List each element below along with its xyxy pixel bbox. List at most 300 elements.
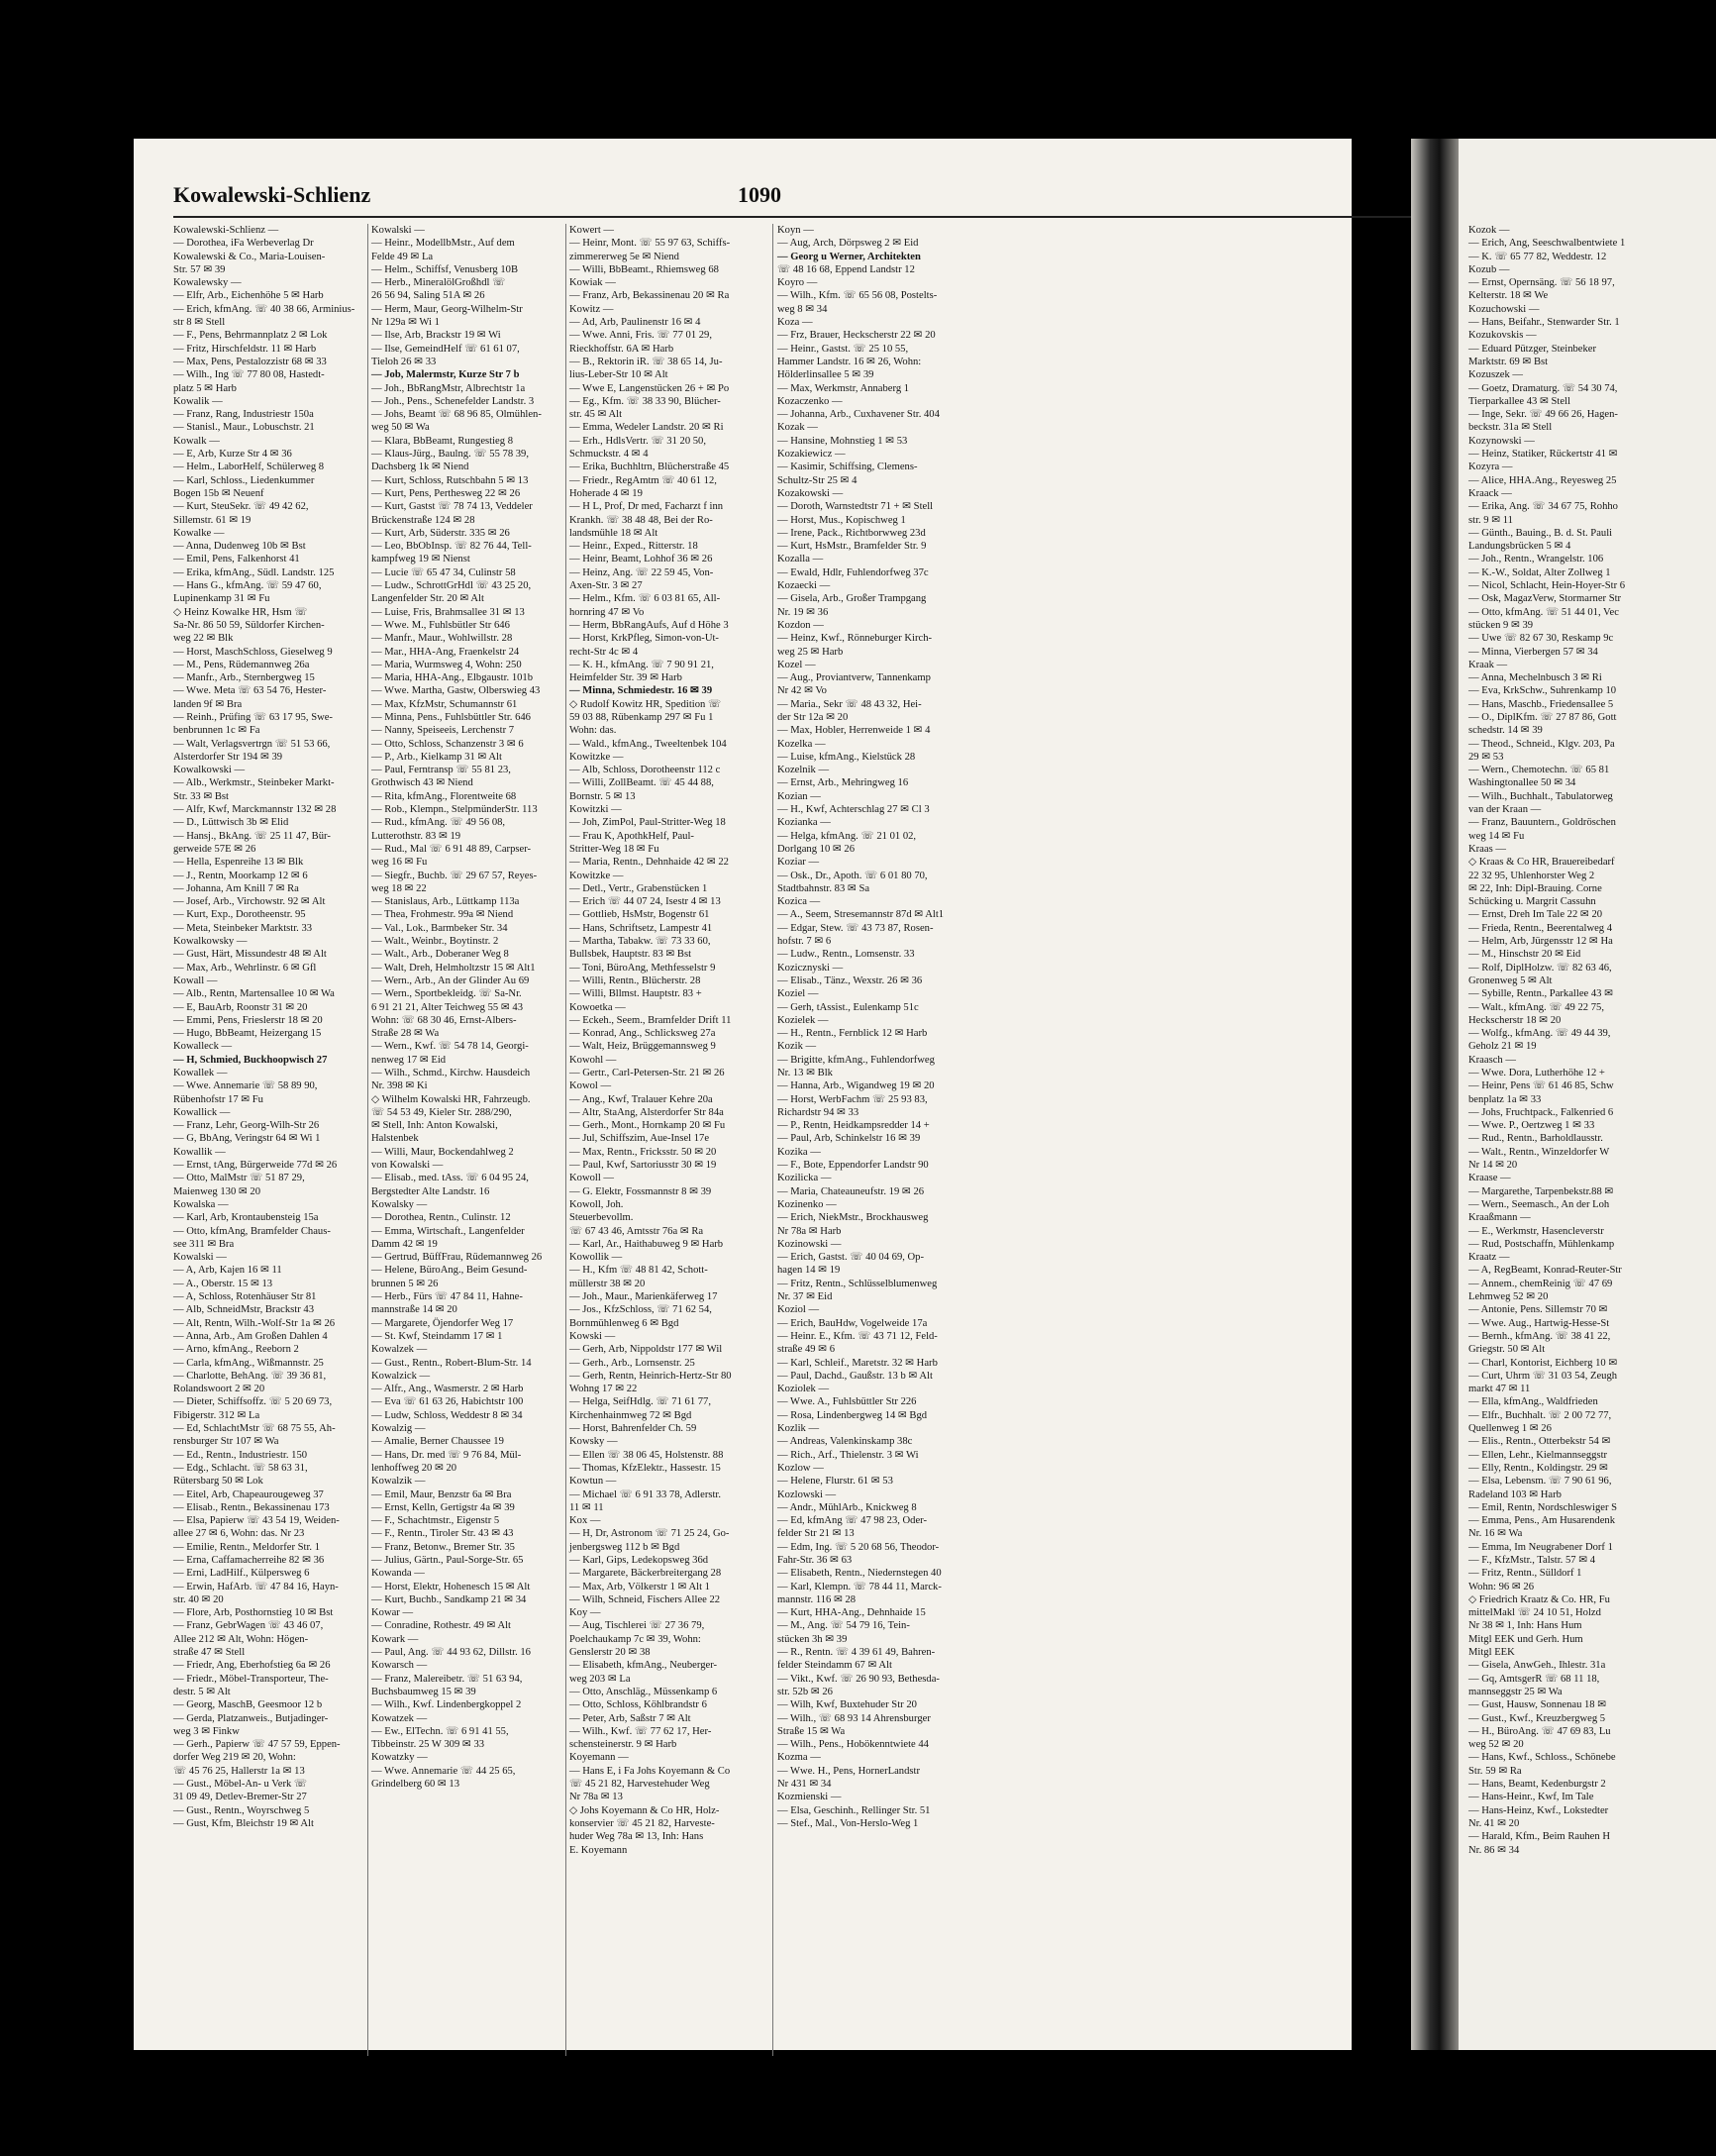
directory-entry-line: — Hansine, Mohnstieg 1 ✉ 53 (777, 435, 908, 447)
directory-entry-line: — Carla, kfmAng., Wißmannstr. 25 (173, 1357, 324, 1369)
directory-entry-line: — Elly, Rentn., Koldingstr. 29 ✉ (1468, 1462, 1608, 1474)
directory-entry-line: — Ed, SchlachtMstr ☏ 68 75 55, Ah- (173, 1423, 336, 1435)
directory-entry-line: — Erika, Ang. ☏ 34 67 75, Rohho (1468, 501, 1618, 513)
directory-entry-line: — Friedr., Möbel-Transporteur, The- (173, 1673, 329, 1685)
directory-entry-line: — Hans-Heinr., Kwf, Im Tale (1468, 1792, 1594, 1803)
directory-entry-line: — Johanna, Am Knill 7 ✉ Ra (173, 882, 299, 894)
directory-entry-line: — K.-W., Soldat, Alter Zollweg 1 (1468, 566, 1611, 578)
directory-entry-line: — Dieter, Schiffsoffz. ☏ 5 20 69 73, (173, 1396, 333, 1408)
directory-entry-line: — Hanna, Arb., Wigandweg 19 ✉ 20 (777, 1080, 935, 1092)
directory-entry-line: — Theod., Schneid., Klgv. 203, Pa (1468, 738, 1615, 750)
directory-entry-line: — Amalie, Berner Chaussee 19 (371, 1436, 504, 1448)
directory-entry-line: felder Str 21 ✉ 13 (777, 1528, 855, 1540)
directory-entry-line: — Georg u Werner, Architekten (777, 251, 921, 262)
directory-entry-line: Nr 42 ✉ Vo (777, 685, 827, 697)
directory-entry-line: brunnen 5 ✉ 26 (371, 1278, 439, 1289)
directory-entry-line: — Nanny, Speiseeis, Lerchenstr 7 (371, 725, 515, 737)
directory-entry-line: — Emmi, Pens, Frieslerstr 18 ✉ 20 (173, 1014, 323, 1026)
directory-entry-line: — Wilh., Kfm. ☏ 65 56 08, Postelts- (777, 290, 938, 302)
directory-entry-line: — Walt., Rentn., Winzeldorfer W (1468, 1146, 1610, 1158)
directory-entry-line: — Heinz, Ang. ☏ 22 59 45, Von- (569, 566, 714, 578)
directory-entry-line: Tibbeinstr. 25 W 309 ✉ 33 (371, 1739, 485, 1751)
directory-entry-line: — Inge, Sekr. ☏ 49 66 26, Hagen- (1468, 409, 1618, 421)
directory-entry-line: dorfer Weg 219 ✉ 20, Wohn: (173, 1752, 296, 1764)
column-4 (777, 224, 969, 2056)
directory-entry-line: — Karl, Schloss., Liedenkummer (173, 474, 315, 486)
directory-entry-line: weg 22 ✉ Blk (173, 633, 234, 645)
directory-entry-line: Kozelka — (777, 738, 826, 750)
directory-entry-line: — Elis., Rentn., Otterbekstr 54 ✉ (1468, 1436, 1611, 1448)
directory-entry-line: — Julius, Gärtn., Paul-Sorge-Str. 65 (371, 1554, 524, 1566)
directory-entry-line: — Aug, Tischlerei ☏ 27 36 79, (569, 1620, 705, 1632)
page-number: 1090 (738, 182, 781, 207)
directory-entry-line: Lehmweg 52 ✉ 20 (1468, 1291, 1549, 1303)
directory-entry-line: — Erich, BauHdw, Vogelweide 17a (777, 1317, 928, 1329)
directory-entry-line: — Franz, Betonw., Bremer Str. 35 (371, 1541, 515, 1553)
directory-entry-line: lius-Leber-Str 10 ✉ Alt (569, 369, 668, 381)
directory-entry-line: ☏ 48 16 68, Eppend Landstr 12 (777, 263, 915, 275)
directory-entry-line: — Anna, Dudenweg 10b ✉ Bst (173, 541, 306, 553)
directory-entry-line: Kozyra — (1468, 462, 1513, 473)
directory-entry-line: — Kurt, SteuSekr. ☏ 49 42 62, (173, 501, 309, 513)
directory-entry-line: — Fritz, Hirschfeldstr. 11 ✉ Harb (173, 343, 317, 355)
directory-entry-line: — Erich, NiekMstr., Brockhausweg (777, 1212, 929, 1224)
directory-entry-line: — Max, Arb, Völkerstr 1 ✉ Alt 1 (569, 1581, 710, 1592)
directory-entry-line: — Emma, Pens., Am Husarendenk (1468, 1515, 1615, 1527)
directory-entry-line: — Rud., Mal ☏ 6 91 48 89, Carpser- (371, 843, 532, 855)
directory-entry-line: — H., Kfm ☏ 48 81 42, Schott- (569, 1265, 708, 1277)
directory-entry-line: — Wwe. Dora, Lutherhöhe 12 + (1468, 1068, 1605, 1078)
directory-entry-line: — A, Arb, Kajen 16 ✉ 11 (173, 1265, 282, 1277)
directory-entry-line: — F., KfzMstr., Talstr. 57 ✉ 4 (1468, 1554, 1596, 1566)
directory-entry-line: Koza — (777, 317, 813, 329)
directory-entry-line: — Frz, Brauer, Heckscherstr 22 ✉ 20 (777, 330, 936, 342)
directory-entry-line: — Wwe. P., Oertzweg 1 ✉ 33 (1468, 1120, 1595, 1132)
directory-entry-line: landsmühle 18 ✉ Alt (569, 527, 658, 539)
directory-entry-line: Kozlow — (777, 1462, 824, 1474)
directory-entry-line: ✉ Stell, Inh: Anton Kowalski, (371, 1120, 498, 1132)
directory-entry-line: — Gisela, Arb., Großer Trampgang (777, 593, 927, 605)
directory-entry-line: Nr 78a ✉ Harb (777, 1225, 842, 1237)
directory-entry-line: Kozel — (777, 659, 816, 670)
directory-entry-line: — Helm., LaborHelf, Schülerweg 8 (173, 462, 325, 473)
directory-entry-line: weg 52 ✉ 20 (1468, 1739, 1524, 1751)
directory-entry-line: Alsterdorfer Str 194 ✉ 39 (173, 751, 283, 763)
directory-entry-line: — Josef, Arb., Virchowstr. 92 ✉ Alt (173, 896, 326, 908)
directory-entry-line: — Joh., Maur., Marienkäferweg 17 (569, 1291, 718, 1303)
directory-entry-line: Kozica — (777, 896, 821, 908)
directory-entry-line: — Emilie, Rentn., Meldorfer Str. 1 (173, 1541, 320, 1553)
directory-entry-line: Rütersbarg 50 ✉ Lok (173, 1476, 263, 1488)
directory-entry-line: — Anna, Mechelnbusch 3 ✉ Ri (1468, 672, 1602, 684)
directory-entry-line: — Wald., kfmAng., Tweeltenbek 104 (569, 738, 727, 750)
directory-entry-line: — Andr., MühlArb., Knickweg 8 (777, 1501, 917, 1513)
directory-entry-line: Wohn: ☏ 68 30 46, Ernst-Albers- (371, 1014, 517, 1026)
directory-entry-line: — E., Werkmstr, Hasencleverstr (1468, 1225, 1604, 1237)
directory-entry-line: Kowalski — (371, 225, 425, 236)
directory-entry-line: Nr 14 ✉ 20 (1468, 1160, 1518, 1172)
directory-entry-line: — Peter, Arb, Saßstr 7 ✉ Alt (569, 1712, 691, 1724)
directory-entry-line: — Antonie, Pens. Sillemstr 70 ✉ (1468, 1304, 1608, 1316)
directory-entry-line: ☏ 67 43 46, Amtsstr 76a ✉ Ra (569, 1225, 704, 1237)
directory-entry-line: — Wilh., Kwf. Lindenbergkoppel 2 (371, 1699, 522, 1711)
directory-entry-line: — Erika, Buchhltrn, Blücherstraße 45 (569, 462, 730, 473)
directory-entry-line: Kowoll, Joh. (569, 1198, 624, 1210)
directory-entry-line: Rübenhofstr 17 ✉ Fu (173, 1093, 263, 1105)
directory-entry-line: — Kurt, HHA-Ang., Dehnhaide 15 (777, 1607, 926, 1619)
header-rule (173, 216, 1411, 218)
directory-entry-line: Kelterstr. 18 ✉ We (1468, 290, 1549, 302)
directory-entry-line: — Wern., Chemotechn. ☏ 65 81 (1468, 765, 1610, 776)
directory-entry-line: — Margarete, Öjendorfer Weg 17 (371, 1317, 514, 1329)
directory-entry-line: — Hugo, BbBeamt, Heizergang 15 (173, 1028, 322, 1040)
directory-entry-line: — A., Seem, Stresemannstr 87d ✉ Alt1 (777, 909, 945, 921)
directory-entry-line: straße 49 ✉ 6 (777, 1344, 836, 1356)
directory-entry-line: hofstr. 7 ✉ 6 (777, 936, 832, 948)
directory-entry-line: Hoherade 4 ✉ 19 (569, 487, 643, 499)
directory-entry-line: — Minna, Vierbergen 57 ✉ 34 (1468, 646, 1598, 658)
directory-entry-line: Kraasch — (1468, 1054, 1516, 1066)
directory-entry-line: — Max, Hobler, Herrenweide 1 ✉ 4 (777, 725, 931, 737)
directory-entry-line: Kozukovskis — (1468, 330, 1537, 342)
directory-entry-line: weg 50 ✉ Wa (371, 422, 430, 434)
directory-entry-line: Kowalk — (173, 435, 220, 447)
directory-entry-line: Wohng 17 ✉ 22 (569, 1384, 638, 1395)
directory-entry-line: Stritter-Weg 18 ✉ Fu (569, 843, 659, 855)
directory-entry-line: — Erich, kfmAng. ☏ 40 38 66, Arminius- (173, 303, 355, 315)
directory-entry-line: — Karl, Ar., Haithabuweg 9 ✉ Harb (569, 1238, 724, 1250)
directory-entry-line: schedstr. 14 ✉ 39 (1468, 725, 1543, 737)
directory-entry-line: — Dorothea, iFa Werbeverlag Dr (173, 238, 314, 250)
directory-entry-line: benplatz 1a ✉ 33 (1468, 1093, 1542, 1105)
directory-entry-line: — Gq, AmtsgerR ☏ 68 11 18, (1468, 1673, 1600, 1685)
directory-entry-line: — Rita, kfmAng., Florentweite 68 (371, 790, 517, 802)
directory-entry-line: — Wern., Arb., An der Glinder Au 69 (371, 975, 530, 986)
directory-entry-line: — Klara, BbBeamt, Rungestieg 8 (371, 435, 513, 447)
directory-entry-line: Kowallick — (173, 1106, 231, 1118)
directory-entry-line: — Willi, Maur, Bockendahlweg 2 (371, 1146, 514, 1158)
directory-entry-line: — Klaus-Jürg., Baulng. ☏ 55 78 39, (371, 449, 530, 461)
directory-entry-line: lenhoffweg 20 ✉ 20 (371, 1462, 457, 1474)
directory-entry-line: — Ludw., Rentn., Lomsenstr. 33 (777, 949, 915, 961)
directory-entry-line: Koziel — (777, 988, 819, 1000)
directory-entry-line: — Paul, Dachd., Gaußstr. 13 b ✉ Alt (777, 1370, 933, 1382)
directory-entry-line: Kowsky — (569, 1436, 618, 1448)
directory-entry-line: — Max, Rentn., Fricksstr. 50 ✉ 20 (569, 1146, 717, 1158)
directory-entry-line: — Karl, Schleif., Maretstr. 32 ✉ Harb (777, 1357, 938, 1369)
directory-entry-line: — Gerh, Arb, Nippoldstr 177 ✉ Wil (569, 1344, 723, 1356)
directory-entry-line: Str. 59 ✉ Ra (1468, 1765, 1522, 1777)
directory-entry-line: — Otto, kfmAng, Bramfelder Chaus- (173, 1225, 331, 1237)
directory-entry-line: — Emil, Pens, Falkenhorst 41 (173, 554, 300, 565)
directory-entry-line: — P., Rentn, Heidkampsredder 14 + (777, 1120, 930, 1132)
directory-entry-line: — Otto, Schloss, Schanzenstr 3 ✉ 6 (371, 738, 524, 750)
directory-entry-line: Bornstr. 5 ✉ 13 (569, 790, 636, 802)
directory-entry-line: — Kasimir, Schiffsing, Clemens- (777, 462, 918, 473)
directory-entry-line: — F., Bote, Eppendorfer Landstr 90 (777, 1160, 929, 1172)
directory-entry-line: — Margarethe, Tarpenbekstr.88 ✉ (1468, 1185, 1614, 1197)
directory-entry-line: Kowall — (173, 975, 218, 986)
directory-entry-line: — Kurt, Schloss, Rutschbahn 5 ✉ 13 (371, 474, 529, 486)
directory-entry-line: — Otto, kfmAng. ☏ 51 44 01, Vec (1468, 606, 1619, 618)
directory-entry-line: landen 9f ✉ Bra (173, 698, 243, 710)
directory-entry-line: Kowitzke — (569, 870, 624, 881)
directory-entry-line: Kozinenko — (777, 1198, 837, 1210)
directory-entry-line: Nr. 16 ✉ Wa (1468, 1528, 1523, 1540)
directory-entry-line: Kowarsch — (371, 1660, 428, 1672)
directory-entry-line: weg 18 ✉ 22 (371, 882, 427, 894)
directory-entry-line: Kowalkowsky — (173, 936, 248, 948)
directory-entry-line: mannstr. 116 ✉ 28 (777, 1593, 857, 1605)
directory-entry-line: Tieloh 26 ✉ 33 (371, 356, 437, 367)
directory-entry-line: Maienweg 130 ✉ 20 (173, 1185, 261, 1197)
directory-entry-line: hornring 47 ✉ Vo (569, 606, 645, 618)
directory-entry-line: — Thomas, KfzElektr., Hassestr. 15 (569, 1462, 721, 1474)
directory-entry-line: weg 3 ✉ Finkw (173, 1725, 240, 1737)
directory-entry-line: ☏ 45 21 82, Harvestehuder Weg (569, 1779, 710, 1791)
directory-entry-line: weg 8 ✉ 34 (777, 303, 828, 315)
directory-entry-line: Koziar — (777, 857, 820, 869)
directory-entry-line: — Wilh., Kwf. ☏ 77 62 17, Her- (569, 1725, 712, 1737)
directory-entry-line: — Alfr., Ang., Wasmerstr. 2 ✉ Harb (371, 1384, 524, 1395)
directory-entry-line: — Wwe. H., Pens, HornerLandstr (777, 1765, 920, 1777)
directory-entry-line: Krankh. ☏ 38 48 48, Bei der Ro- (569, 514, 713, 526)
directory-entry-line: — Wwe. Aug., Hartwig-Hesse-St (1468, 1317, 1610, 1329)
directory-entry-line: Kowark — (371, 1633, 419, 1645)
directory-entry-line: — Fritz, Rentn., Sülldorf 1 (1468, 1568, 1582, 1580)
directory-entry-line: — Johs, Beamt ☏ 68 96 85, Olmühlen- (371, 409, 542, 421)
directory-entry-line: Dorlgang 10 ✉ 26 (777, 843, 856, 855)
directory-entry-line: Kowalzek — (371, 1344, 428, 1356)
directory-entry-line: — Elsa, Papierw ☏ 43 54 19, Weiden- (173, 1515, 340, 1527)
directory-entry-line: — Heinr., Gastst. ☏ 25 10 55, (777, 343, 909, 355)
directory-entry-line: — Kurt, Exp., Dorotheenstr. 95 (173, 909, 306, 921)
directory-entry-line: benbrunnen 1c ✉ Fa (173, 725, 260, 737)
directory-entry-line: Genslerstr 20 ✉ 38 (569, 1647, 651, 1659)
directory-entry-line: — Eduard Pützger, Steinbeker (1468, 343, 1597, 355)
directory-entry-line: — Annem., chemReinig ☏ 47 69 (1468, 1278, 1613, 1289)
directory-entry-line: — Helga, kfmAng. ☏ 21 01 02, (777, 830, 917, 842)
directory-entry-line: — O., DiplKfm. ☏ 27 87 86, Gott (1468, 711, 1617, 723)
directory-entry-line: — Franz, Malereibetr. ☏ 51 63 94, (371, 1673, 523, 1685)
directory-entry-line: Axen-Str. 3 ✉ 27 (569, 580, 643, 592)
directory-entry-line: Kraase — (1468, 1173, 1511, 1184)
directory-entry-line: — Horst, MaschSchloss, Gieselweg 9 (173, 646, 333, 658)
directory-entry-line: Kozok — (1468, 225, 1510, 236)
directory-entry-line: — Max, Arb., Wehrlinstr. 6 ✉ Gfl (173, 962, 317, 974)
directory-entry-line: Kowollik — (569, 1252, 623, 1264)
directory-entry-line: recht-Str 4c ✉ 4 (569, 646, 639, 658)
directory-entry-line: — Curt, Uhrm ☏ 31 03 54, Zeugh (1468, 1370, 1618, 1382)
directory-entry-line: Schultz-Str 25 ✉ 4 (777, 474, 858, 486)
directory-entry-line: — Kurt, Arb, Süderstr. 335 ✉ 26 (371, 527, 510, 539)
directory-entry-line: — Helene, Flurstr. 61 ✉ 53 (777, 1476, 893, 1488)
directory-entry-line: Kowoetka — (569, 1001, 626, 1013)
directory-entry-line: — Herm, Maur, Georg-Wilhelm-Str (371, 303, 523, 315)
directory-entry-line: Kowalski — (173, 1252, 227, 1264)
directory-entry-line: — Herm, BbRangAufs, Auf d Höhe 3 (569, 619, 729, 631)
directory-entry-line: Nr. 13 ✉ Blk (777, 1068, 833, 1078)
directory-entry-line: Koyemann — (569, 1752, 629, 1764)
directory-entry-line: — G. Elektr, Fossmannstr 8 ✉ 39 (569, 1185, 712, 1197)
directory-entry-line: — Kurt, Buchb., Sandkamp 21 ✉ 34 (371, 1593, 527, 1605)
directory-entry-line: — Gerh, Rentn, Heinrich-Hertz-Str 80 (569, 1370, 732, 1382)
directory-entry-line: — Walt., Arb., Doberaner Weg 8 (371, 949, 509, 961)
directory-entry-line: — Wwe. Martha, Gastw, Olberswieg 43 (371, 685, 541, 697)
directory-entry-line: — Luise, kfmAng., Kielstück 28 (777, 751, 916, 763)
directory-entry-line: Schmuckstr. 4 ✉ 4 (569, 449, 649, 461)
directory-entry-line: — Eva ☏ 61 63 26, Habichtstr 100 (371, 1396, 524, 1408)
directory-entry-line: — Minna, Pens., Fuhlsbüttler Str. 646 (371, 711, 531, 723)
directory-entry-line: Kirchenhainmweg 72 ✉ Bgd (569, 1409, 692, 1421)
directory-entry-line: Marktstr. 69 ✉ Bst (1468, 356, 1549, 367)
directory-entry-line: Felde 49 ✉ La (371, 251, 434, 262)
directory-entry-line: Kozaczenko — (777, 395, 843, 407)
directory-entry-line: — Otto, Schloss, Köhlbrandstr 6 (569, 1699, 707, 1711)
directory-entry-line: — Helga, SeifHdlg. ☏ 71 61 77, (569, 1396, 712, 1408)
directory-entry-line: — Gust., Möbel-An- u Verk ☏ (173, 1779, 308, 1791)
directory-entry-line: Nr. 86 ✉ 34 (1468, 1844, 1520, 1856)
directory-entry-line: — Rud, Postschaffn, Mühlenkamp (1468, 1238, 1615, 1250)
directory-entry-line: — Eg., Kfm. ☏ 38 33 90, Blücher- (569, 395, 721, 407)
directory-entry-line: Washingtonallee 50 ✉ 34 (1468, 777, 1576, 789)
directory-entry-line: Kowalleck — (173, 1041, 233, 1053)
directory-entry-line: — Paul, Ferntransp ☏ 55 81 23, (371, 765, 511, 776)
directory-entry-line: — Ludw., SchrottGrHdl ☏ 43 25 20, (371, 580, 532, 592)
directory-entry-line: — Vikt., Kwf. ☏ 26 90 93, Bethesda- (777, 1673, 940, 1685)
directory-entry-line: — Hans, Kwf., Schloss., Schönebe (1468, 1752, 1616, 1764)
directory-entry-line: — Erika, kfmAng., Südl. Landstr. 125 (173, 566, 335, 578)
directory-entry-line: — H., Rentn., Fernblick 12 ✉ Harb (777, 1028, 928, 1040)
directory-entry-line: — Alb, Schloss, Dorotheenstr 112 c (569, 765, 721, 776)
directory-entry-line: — M., Ang. ☏ 54 79 16, Tein- (777, 1620, 910, 1632)
directory-entry-line: Kraaßmann — (1468, 1212, 1531, 1224)
directory-entry-line: — Ernst, Kelln, Gertigstr 4a ✉ 39 (371, 1501, 515, 1513)
directory-entry-line: Kowitz — (569, 303, 614, 315)
directory-entry-line: — Wolfg., kfmAng. ☏ 49 44 39, (1468, 1028, 1611, 1040)
directory-entry-line: — Karl, Arb, Krontaubensteig 15a (173, 1212, 319, 1224)
directory-entry-line: — Heinr, Mont. ☏ 55 97 63, Schiffs- (569, 238, 731, 250)
directory-entry-line: — Harald, Kfm., Beim Rauhen H (1468, 1831, 1610, 1843)
directory-entry-line: Kowatzek — (371, 1712, 428, 1724)
directory-entry-line: str. 45 ✉ Alt (569, 409, 623, 421)
directory-entry-line: Tierparkallee 43 ✉ Stell (1468, 395, 1570, 407)
directory-entry-line: — Dorothea, Rentn., Culinstr. 12 (371, 1212, 511, 1224)
directory-entry-line: Richardstr 94 ✉ 33 (777, 1106, 859, 1118)
directory-entry-line: Radeland 103 ✉ Harb (1468, 1489, 1562, 1500)
directory-entry-line: — K. ☏ 65 77 82, Weddestr. 12 (1468, 251, 1607, 262)
directory-entry-line: — Alb., Werkmstr., Steinbeker Markt- (173, 777, 335, 789)
directory-entry-line: — Hans, Dr. med ☏ 9 76 84, Mül- (371, 1449, 522, 1461)
directory-entry-line: see 311 ✉ Bra (173, 1238, 235, 1250)
directory-entry-line: Bergstedter Alte Landstr. 16 (371, 1185, 490, 1197)
directory-entry-line: — Lucie ☏ 65 47 34, Culinstr 58 (371, 566, 516, 578)
directory-entry-line: Kozaecki — (777, 580, 831, 592)
directory-entry-line: — Hans E, i Fa Johs Koyemann & Co (569, 1765, 731, 1777)
directory-entry-line: — Joh., Pens., Schenefelder Landstr. 3 (371, 395, 535, 407)
directory-entry-line: — Ed., Rentn., Industriestr. 150 (173, 1449, 308, 1461)
directory-entry-line: Damm 42 ✉ 19 (371, 1238, 438, 1250)
directory-entry-line: — Ilse, Arb, Brackstr 19 ✉ Wi (371, 330, 501, 342)
directory-entry-line: Kozak — (777, 422, 818, 434)
directory-entry-line: 6 91 21 21, Alter Teichweg 55 ✉ 43 (371, 1001, 523, 1013)
directory-entry-line: müllerstr 38 ✉ 20 (569, 1278, 646, 1289)
directory-entry-line: konservier ☏ 45 21 82, Harveste- (569, 1817, 715, 1829)
directory-entry-line: — Altr, StaAng, Alsterdorfer Str 84a (569, 1106, 724, 1118)
directory-entry-line: — Irene, Pack., Richtborwweg 23d (777, 527, 926, 539)
directory-entry-line: Kraack — (1468, 487, 1512, 499)
directory-entry-line: stücken 9 ✉ 39 (1468, 619, 1534, 631)
directory-entry-line: Heimfelder Str. 39 ✉ Harb (569, 672, 682, 684)
directory-entry-line: — Ernst, Opernsäng. ☏ 56 18 97, (1468, 277, 1615, 289)
directory-entry-line: — Wilh, Kwf, Buxtehuder Str 20 (777, 1699, 917, 1711)
directory-entry-line: — Alb., Rentn, Martensallee 10 ✉ Wa (173, 988, 335, 1000)
directory-entry-line: Kozielek — (777, 1014, 829, 1026)
directory-entry-line: felder Steindamm 67 ✉ Alt (777, 1660, 892, 1672)
directory-entry-line: — Ernst, Dreh Im Tale 22 ✉ 20 (1468, 909, 1603, 921)
directory-entry-line: mannseggstr 25 ✉ Wa (1468, 1686, 1563, 1697)
directory-entry-line: markt 47 ✉ 11 (1468, 1384, 1531, 1395)
directory-entry-line: — M., Pens, Rüdemannweg 26a (173, 659, 310, 670)
directory-entry-line: — Max, Werkmstr, Annaberg 1 (777, 382, 910, 394)
directory-entry-line: — Ilse, GemeindHelf ☏ 61 61 07, (371, 343, 520, 355)
directory-entry-line: — Gerh., Mont., Hornkamp 20 ✉ Fu (569, 1120, 726, 1132)
directory-entry-line: — Rolf, DiplHolzw. ☏ 82 63 46, (1468, 962, 1612, 974)
directory-entry-line: Kowalkowski — (173, 765, 246, 776)
directory-entry-line: — Ew., ElTechn. ☏ 6 91 41 55, (371, 1725, 509, 1737)
directory-entry-line: Kowar — (371, 1607, 414, 1619)
directory-entry-line: — Hans, Schriftsetz, Lampestr 41 (569, 922, 713, 934)
directory-entry-line: Halstenbek (371, 1133, 419, 1145)
directory-entry-line: — Gust., Kwf., Kreuzbergweg 5 (1468, 1712, 1606, 1724)
directory-entry-line: 22 32 95, Uhlenhorster Weg 2 (1468, 870, 1595, 881)
directory-entry-line: Kowiak — (569, 277, 616, 289)
directory-entry-line: 26 56 94, Saling 51A ✉ 26 (371, 290, 485, 302)
directory-entry-line: Griegstr. 50 ✉ Alt (1468, 1344, 1546, 1356)
directory-entry-line: Nr 78a ✉ 13 (569, 1792, 623, 1803)
directory-entry-line: — Leo, BbObInsp. ☏ 82 76 44, Tell- (371, 541, 532, 553)
directory-entry-line: — Alice, HHA.Ang., Reyesweg 25 (1468, 474, 1617, 486)
directory-entry-line: ◇ Heinz Kowalke HR, Hsm ☏ (173, 606, 308, 618)
directory-entry-line: — Kurt, Gastst ☏ 78 74 13, Veddeler (371, 501, 533, 513)
directory-entry-line: — Margarete, Bäckerbreitergang 28 (569, 1568, 722, 1580)
page-header (173, 182, 1376, 214)
directory-entry-line: — Stanislaus, Arb., Lüttkamp 113a (371, 896, 520, 908)
directory-entry-line: — Ewald, Hdlr, Fuhlendorfweg 37c (777, 566, 929, 578)
directory-entry-line: der Str 12a ✉ 20 (777, 711, 849, 723)
directory-entry-line: Grothwisch 43 ✉ Niend (371, 777, 473, 789)
directory-entry-line: — H, Dr, Astronom ☏ 71 25 24, Go- (569, 1528, 730, 1540)
directory-entry-line: Kozianka — (777, 817, 831, 829)
directory-entry-line: — Horst, WerbFachm ☏ 25 93 83, (777, 1093, 928, 1105)
directory-entry-line: 29 ✉ 53 (1468, 751, 1504, 763)
directory-entry-line: — Karl, Gips, Ledekopsweg 36d (569, 1554, 709, 1566)
directory-entry-line: Kozlik — (777, 1423, 820, 1435)
directory-entry-line: — Wern., Seemasch., An der Loh (1468, 1198, 1610, 1210)
directory-entry-line: — Maria, Wurmsweg 4, Wohn: 250 (371, 659, 522, 670)
directory-entry-line: Hammer Landstr. 16 ✉ 26, Wohn: (777, 356, 922, 367)
directory-entry-line: — Flore, Arb, Posthornstieg 10 ✉ Bst (173, 1607, 334, 1619)
directory-entry-line: — Frau K, ApothkHelf, Paul- (569, 830, 694, 842)
directory-entry-line: Kowalewsky — (173, 277, 242, 289)
directory-entry-line: — Heinr, Pens ☏ 61 46 85, Schw (1468, 1080, 1614, 1092)
directory-entry-line: — Wwe. Meta ☏ 63 54 76, Hester- (173, 685, 327, 697)
directory-entry-line: Rolandswoort 2 ✉ 20 (173, 1384, 265, 1395)
directory-entry-line: — Eitel, Arb, Chapeaurougeweg 37 (173, 1489, 324, 1500)
directory-entry-line: — Heinz, Statiker, Rückertstr 41 ✉ (1468, 449, 1618, 461)
directory-entry-line: — Walt, Heiz, Brüggemannsweg 9 (569, 1041, 716, 1053)
directory-entry-line: — Stanisl., Maur., Lobuschstr. 21 (173, 422, 315, 434)
